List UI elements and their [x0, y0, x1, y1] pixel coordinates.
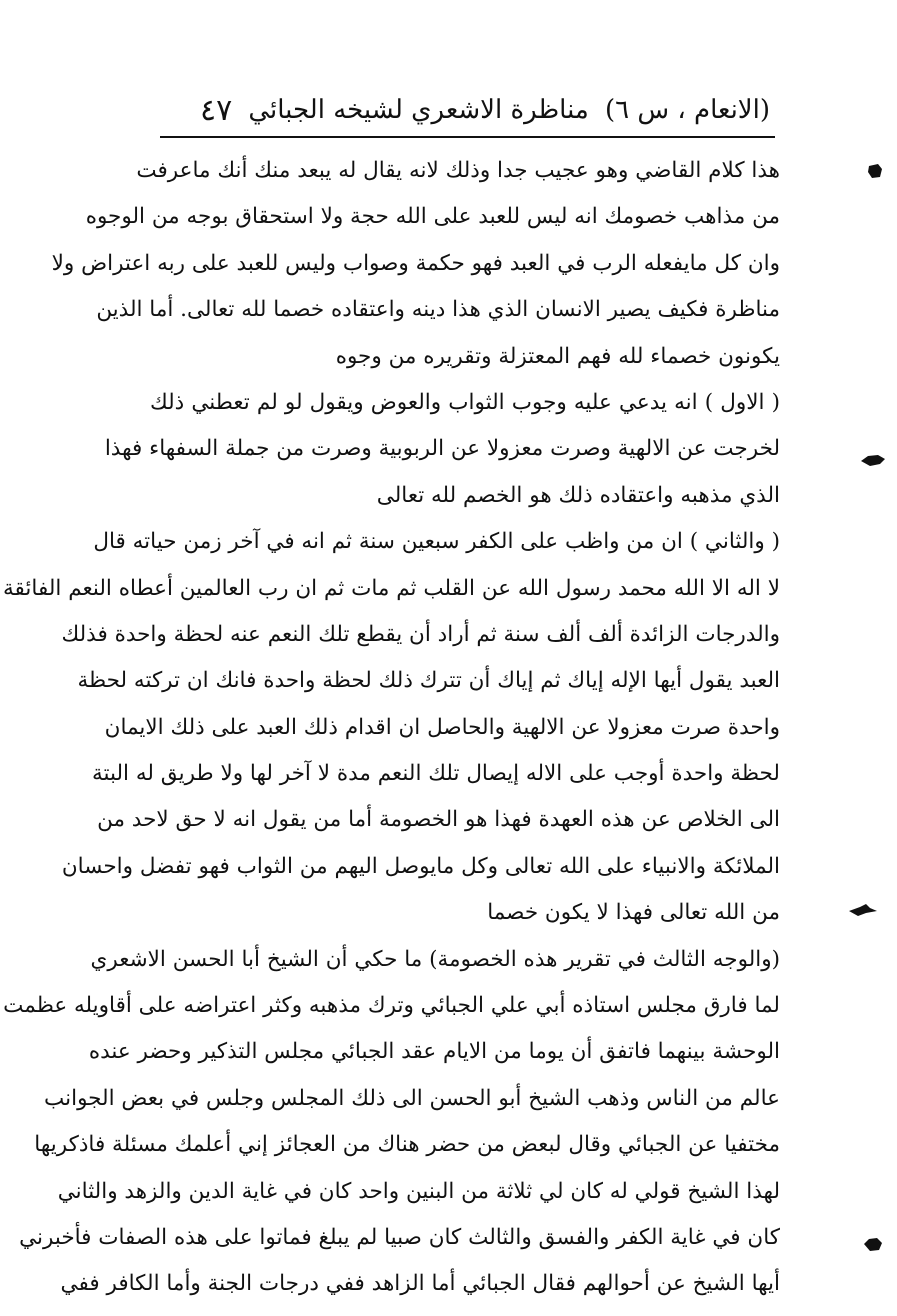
text-line: ( الاول ) انه يدعي عليه وجوب الثواب والعوض ويقول لو لم تعطني ذلك	[150, 389, 781, 415]
text-line: يكونون خصماء لله فهم المعتزلة وتقريره من وجوه	[335, 343, 780, 369]
text-line: هذا كلام القاضي وهو عجيب جدا وذلك لانه يقال له يبعد منك أنك ماعرفت	[136, 158, 780, 183]
text-line: والدرجات الزائدة ألف ألف سنة ثم أراد أن يقطع تلك النعم عنه لحظة واحدة فذلك	[61, 621, 780, 647]
header-rule	[160, 136, 775, 138]
text-line: عالم من الناس وذهب الشيخ أبو الحسن الى ذلك المجلس وجلس في بعض الجوانب	[44, 1085, 780, 1111]
text-line: لا اله الا الله محمد رسول الله عن القلب ثم مات ثم ان رب العالمين أعطاه النعم الفائقة	[3, 575, 780, 601]
text-line: لهذا الشيخ قولي له كان لي ثلاثة من البنين واحد كان في غاية الدين والزهد والثاني	[57, 1178, 780, 1204]
ink-blot-icon	[848, 902, 878, 920]
text-line: أيها الشيخ عن أحوالهم فقال الجبائي أما الزاهد ففي درجات الجنة وأما الكافر ففي	[60, 1271, 780, 1297]
page-title: مناظرة الاشعري لشيخه الجبائي	[248, 95, 589, 125]
text-line: لخرجت عن الالهية وصرت معزولا عن الربوبية وصرت من جملة السفهاء فهذا	[104, 436, 780, 462]
page-number: ٤٧	[200, 92, 233, 128]
ink-blot-icon	[866, 162, 884, 180]
text-line: لما فارق مجلس استاذه أبي علي الجبائي وترك مذهبه وكثر اعتراضه على أقاويله عظمت	[3, 993, 780, 1019]
ink-blot-icon	[862, 1236, 884, 1254]
text-line: الى الخلاص عن هذه العهدة فهذا هو الخصومة أما من يقول انه لا حق لاحد من	[97, 807, 780, 833]
text-line: من مذاهب خصومك انه ليس للعبد على الله حجة ولا استحقاق بوجه من الوجوه	[85, 204, 780, 230]
text-line: مختفيا عن الجبائي وقال لبعض من حضر هناك من العجائز إني أعلمك مسئلة فاذكريها	[34, 1132, 780, 1158]
text-line: واحدة صرت معزولا عن الالهية والحاصل ان اقدام ذلك العبد على ذلك الايمان	[104, 714, 780, 740]
text-line: الذي مذهبه واعتقاده ذلك هو الخصم لله تعالى	[376, 482, 780, 508]
running-header	[200, 88, 770, 132]
text-line: من الله تعالى فهذا لا يكون خصما	[487, 900, 780, 926]
text-line: لحظة واحدة أوجب على الاله إيصال تلك النعم مدة لا آخر لها ولا طريق له البتة	[91, 761, 780, 787]
ink-blot-icon	[860, 452, 886, 470]
text-line: الوحشة بينهما فاتفق أن يوما من الايام عقد الجبائي مجلس التذكير وحضر عنده	[88, 1039, 780, 1065]
text-line: كان في غاية الكفر والفسق والثالث كان صبيا لم يبلغ فماتوا على هذه الصفات فأخبرني	[19, 1224, 780, 1250]
text-line: مناظرة فكيف يصير الانسان الذي هذا دينه واعتقاده خصما لله تعالى. أما الذين	[96, 297, 780, 323]
text-line: وان كل مايفعله الرب في العبد فهو حكمة وصواب وليس للعبد على ربه اعتراض ولا	[51, 250, 780, 276]
body-text	[3, 148, 781, 1308]
chapter-reference: (الانعام ، س ٦)	[604, 95, 770, 125]
text-line: الملائكة والانبياء على الله تعالى وكل مايوصل اليهم من الثواب فهو تفضل واحسان	[61, 853, 780, 879]
text-line: العبد يقول أيها الإله إياك ثم إياك أن تترك ذلك لحظة واحدة فانك ان تركته لحظة	[77, 668, 780, 694]
text-line: ( والثاني ) ان من واظب على الكفر سبعين سنة ثم انه في آخر زمن حياته قال	[93, 529, 780, 555]
text-line: (والوجه الثالث في تقرير هذه الخصومة) ما حكي أن الشيخ أبا الحسن الاشعري	[90, 946, 780, 972]
